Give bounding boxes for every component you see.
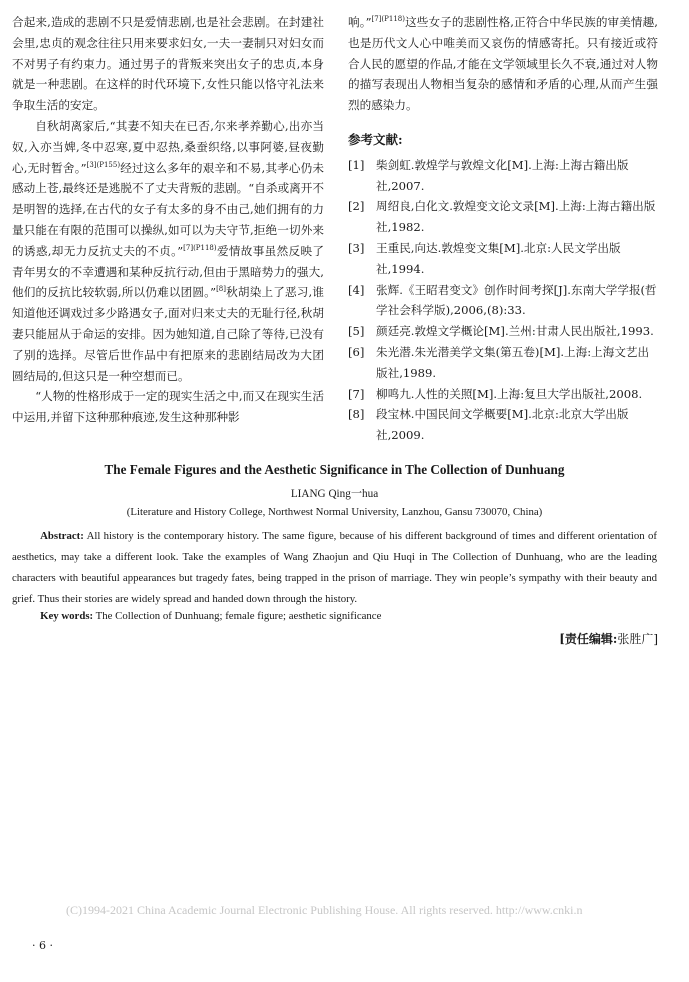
citation: [7](P118) [183,243,217,252]
editor-label: [责任编辑: [559,632,618,646]
left-column [12,12,324,428]
reference-text: 周绍良,白化文.敦煌变文论文录[M].上海:上海古籍出版社,1982. [376,199,656,235]
reference-item [348,280,658,322]
reference-number: [4] [348,282,365,297]
abstract-text: All history is the contemporary history. The same figure, because of his different background of times and different orientation of aesthetics, may take a different look. Take the examples of Wang Zhaojun and Qiu Huqi in The Collection of Dunhuang, who are the leading characters with beautiful appearances but tragedy fates, being trapped in the prison of marriage. They win people’s sympathy with their beauty and grief. Thus their stories are widely spread and handed down through the history. [12,530,657,605]
body-paragraph [12,116,324,386]
citation: [3](P155) [86,160,121,169]
english-keywords [12,610,657,622]
reference-number: [3] [348,240,365,255]
reference-text: 张辉.《王昭君变文》创作时间考探[J].东南大学学报(哲学社会科学版),2006,(8):33. [376,282,657,318]
english-title: The Female Figures and the Aesthetic Significance in The Collection of Dunhuang [104,462,565,477]
reference-number: [6] [348,344,365,359]
reference-number: [7] [348,386,365,401]
paragraph-text: 秋胡染上了恶习,谁知道他还调戏过多少路遇女子,面对归来丈夫的无耻行径,秋胡妻只能屈从于命运的安排。因为她知道,自己除了等待,已没有了别的选择。尽管后世作品中有把原来的悲剧结局改为大团圆结局的,但这只是一种空想而已。 [12,285,324,383]
paragraph-text: 经过这么多年的艰辛和不易,其孝心仍未感动上苍,最终还是逃脱不了丈夫背叛的悲剧。“自杀或离开不是明智的选择,在古代的女子有太多的身不由己,她们拥有的力量只能在有限的范围可以操纵,如可以为夫守节,拒绝一切外来的诱惑,却无力反抗丈夫的不贞。” [12,160,324,258]
citation: [8] [216,285,226,294]
citation: [7](P118) [371,15,405,24]
reference-text: 朱光潜.朱光潜美学文集(第五卷)[M].上海:上海文艺出版社,1989. [376,344,650,380]
reference-number: [1] [348,157,365,172]
reference-item [348,196,658,238]
page-number: · 6 · [32,939,53,952]
reference-number: [8] [348,407,365,422]
reference-item [348,404,658,446]
paragraph-text: 自秋胡离家后,“其妻不知夫在已否,尔来孝养勤心,出亦当奴,入亦当婢,冬中忍寒,夏中忍热,桑蚕织络,以事阿婆,昼夜勤心,无时暂舍。” [12,118,324,175]
english-author: LIANG Qing一hua [290,488,379,500]
body-paragraph [348,12,658,116]
reference-item [348,155,658,197]
reference-text: 王重民,向达.敦煌变文集[M].北京:人民文学出版社,1994. [376,240,621,276]
reference-item [348,342,658,384]
reference-text: 柳鸣九.人性的关照[M].上海:复旦大学出版社,2008. [376,386,643,401]
editor-name: 张胜广] [617,632,658,646]
body-paragraph: “人物的性格形成于一定的现实生活之中,而又在现实生活中运用,并留下这种那种痕迹,发生这种那种影 [12,389,324,425]
reference-item [348,384,658,405]
abstract-label: Abstract: [40,530,84,542]
copyright-watermark: (C)1994-2021 China Academic Journal Electronic Publishing House. All rights reserved. http://www.cnki.n [66,903,583,917]
right-column [348,12,658,446]
keywords-text: The Collection of Dunhuang; female figure; aesthetic significance [95,610,382,622]
paragraph-text: 响。” [348,15,372,29]
reference-text: 柴剑虹.敦煌学与敦煌文化[M].上海:上海古籍出版社,2007. [376,157,629,193]
keywords-label: Key words: [40,610,94,622]
reference-number: [2] [348,199,365,214]
english-abstract [12,526,657,610]
body-paragraph: 合起来,造成的悲剧不只是爱情悲剧,也是社会悲剧。在封建社会里,忠贞的观念往往只用来要求妇女,一夫一妻制只对妇女而不对男子有约束力。通过男子的背叛来突出女子的忠贞,本身就是一种悲剧。在这样的时代环境下,女性只能以恪守礼法来争取生活的安定。 [12,15,324,113]
reference-item [348,321,658,342]
english-affiliation: (Literature and History College, Northwest Normal University, Lanzhou, Gansu 730070, China) [126,506,543,518]
reference-item [348,238,658,280]
paragraph-text: 这些女子的悲剧性格,正符合中华民族的审美情趣,也是历代文人心中唯美而又哀伤的情感寄托。只有接近或符合人民的愿望的作品,才能在文学领域里长久不衰,通过对人物的描写表现出人物相当复杂的感情和矛盾的心理,从而产生强烈的感染力。 [348,15,658,113]
paragraph-text: 爱情故事虽然反映了青年男女的不幸遭遇和某种反抗行动,但由于黑暗势力的强大,他们的反抗比较软弱,所以仍难以团圆。” [12,243,324,300]
reference-text: 段宝林.中国民间文学概要[M].北京:北京大学出版社,2009. [376,407,629,443]
responsible-editor [559,630,658,647]
reference-number: [5] [348,324,365,339]
reference-list [348,155,658,446]
reference-text: 颜廷亮.敦煌文学概论[M].兰州:甘肃人民出版社,1993. [376,324,654,339]
references-heading: 参考文献: [348,131,403,147]
